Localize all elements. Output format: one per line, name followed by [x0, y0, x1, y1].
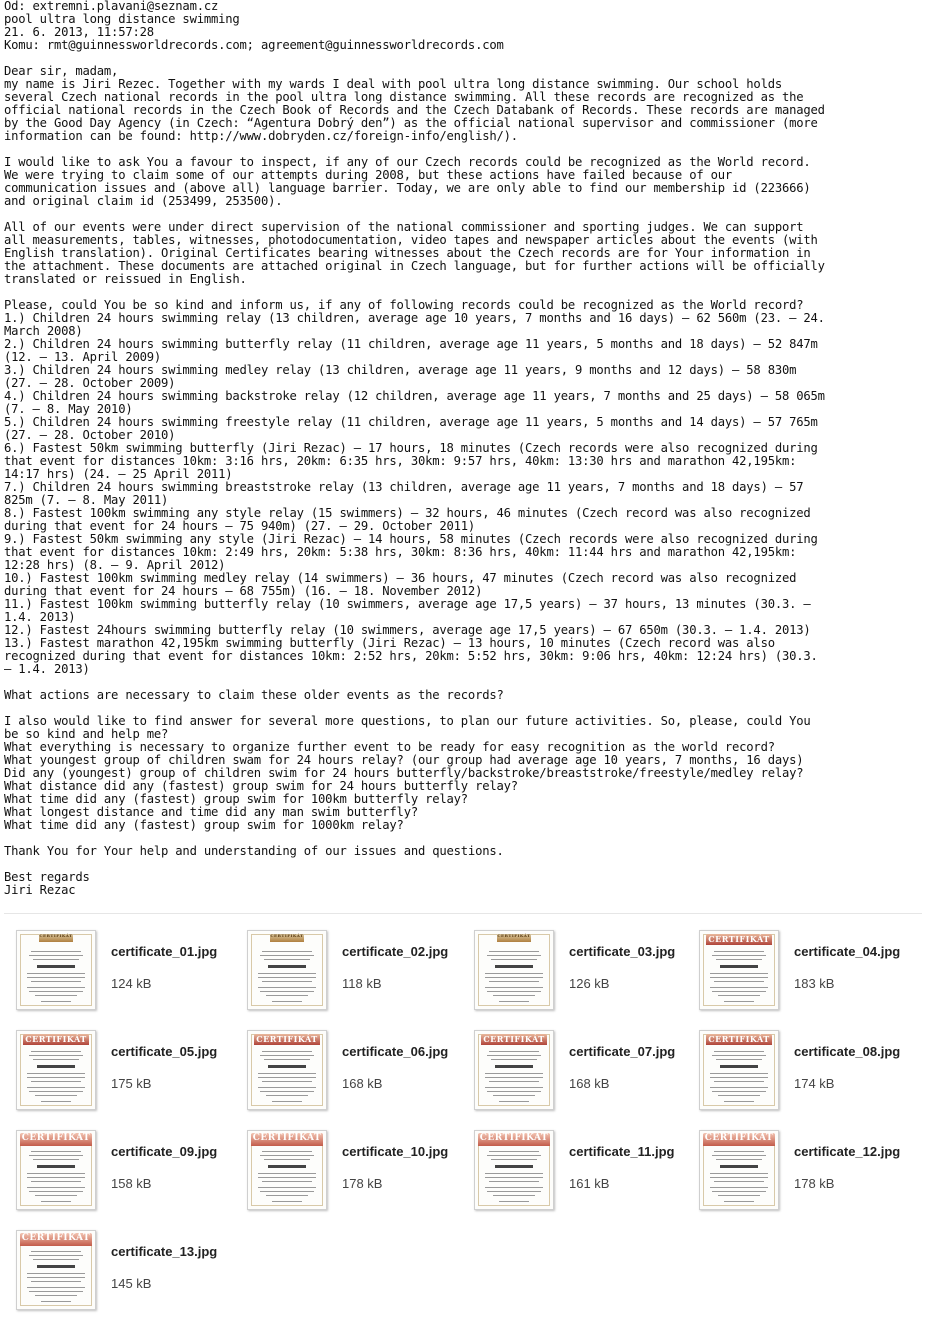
thumbnail-text-line [41, 1301, 71, 1302]
thumbnail-text-line [266, 1095, 308, 1096]
attachment-item[interactable] [247, 930, 462, 1014]
thumbnail-text-line [714, 1181, 764, 1182]
thumbnail-text-line [714, 1081, 764, 1082]
thumbnail-text-line [27, 1087, 85, 1088]
thumbnail-text-line [29, 1291, 83, 1292]
body-line: official national records in the Czech Book of Records and the Czech Databank of Records. These records are managed [4, 103, 825, 117]
certificate-thumbnail[interactable] [247, 1030, 327, 1110]
thumbnail-text-line [491, 959, 537, 960]
thumbnail-recipient-name [37, 965, 75, 968]
attachment-filename[interactable]: certificate_08.jpg [794, 1044, 901, 1059]
body-line: 13.) Fastest marathon 42,195km swimming butterfly (Jiri Rezac) – 13 hours, 10 minutes (Czech record was also [4, 636, 775, 650]
body-line: information can be found: http://www.dobryden.cz/foreign-info/english/). [4, 129, 518, 143]
thumbnail-text-line [31, 1281, 81, 1282]
thumbnail-text-line [41, 1101, 71, 1102]
attachment-item[interactable] [699, 1030, 914, 1114]
thumbnail-text-line [489, 981, 539, 982]
attachment-size: 178 kB [342, 1176, 383, 1191]
thumbnail-recipient-name [268, 965, 306, 968]
attachment-filename[interactable]: certificate_03.jpg [569, 944, 676, 959]
thumbnail-banner-text: CERTIFIKÁT [270, 933, 304, 938]
thumbnail-text-line [27, 977, 85, 978]
email-header [4, 0, 922, 52]
certificate-thumbnail[interactable] [16, 1030, 96, 1110]
body-line: 8.) Fastest 100km swimming any style relay (15 swimmers) – 32 hours, 46 minutes (Czech record was also recognized [4, 506, 811, 520]
thumbnail-text-line [31, 1051, 81, 1052]
thumbnail-recipient-name [37, 1065, 75, 1068]
body-line: Best regards [4, 870, 90, 884]
certificate-thumbnail[interactable] [16, 930, 96, 1010]
thumbnail-text-line [27, 1187, 85, 1188]
thumbnail-text-line [33, 1059, 79, 1060]
certificate-thumbnail[interactable] [247, 930, 327, 1010]
body-line: several Czech national records in the pool ultra long distance swimming. All these records are recognized as the [4, 90, 804, 104]
thumbnail-text-line [485, 1073, 543, 1074]
body-line: the attachment. These documents are attached original in Czech language, but for further actions will be officially [4, 259, 825, 273]
thumbnail-text-line [27, 1173, 85, 1174]
thumbnail-text-line [29, 1055, 83, 1056]
attachment-item[interactable] [699, 930, 914, 1014]
certificate-thumbnail[interactable] [16, 1130, 96, 1210]
thumbnail-text-line [266, 995, 308, 996]
thumbnail-text-line [35, 1295, 77, 1296]
attachment-size: 174 kB [794, 1076, 835, 1091]
attachment-filename[interactable]: certificate_05.jpg [111, 1044, 218, 1059]
thumbnail-text-line [485, 1087, 543, 1088]
thumbnail-text-line [29, 1191, 83, 1192]
thumbnail-text-line [485, 977, 543, 978]
thumbnail-text-line [489, 951, 539, 952]
thumbnail-text-line [716, 959, 762, 960]
body-line: translated or reissued in English. [4, 272, 247, 286]
thumbnail-text-line [260, 1155, 314, 1156]
thumbnail-text-line [499, 1001, 529, 1002]
thumbnail-text-line [41, 1001, 71, 1002]
thumbnail-banner-text: CERTIFIKÁT [252, 1133, 322, 1143]
email-from[interactable]: Od: extremni.plavani@seznam.cz [4, 0, 219, 13]
body-line: What longest distance and time did any man swim butterfly? [4, 805, 418, 819]
body-line: 7.) Children 24 hours swimming breaststroke relay (13 children, average age 11 years, 7 months and 18 days) – 57 [4, 480, 804, 494]
thumbnail-text-line [29, 991, 83, 992]
thumbnail-text-line [710, 1173, 768, 1174]
body-line: What distance did any (fastest) group swim for 24 hours butterfly relay? [4, 779, 518, 793]
attachment-filename[interactable]: certificate_04.jpg [794, 944, 901, 959]
body-line: English translation). Original Certificates bearing witnesses about the Czech records are for Your information in [4, 246, 811, 260]
thumbnail-text-line [487, 1191, 541, 1192]
body-line: Did any (youngest) group of children swim for 24 hours butterfly/backstroke/breaststroke/freestyle/medley relay? [4, 766, 804, 780]
thumbnail-text-line [714, 951, 764, 952]
body-line: my name is Jiri Rezec. Together with my wards I deal with pool ultra long distance swimming. Our school holds [4, 77, 782, 91]
email-subject: pool ultra long distance swimming [4, 12, 240, 26]
body-line: I also would like to find answer for several more questions, to plan our future activities. So, please, could You [4, 714, 811, 728]
thumbnail-text-line [258, 973, 316, 974]
body-line: 3.) Children 24 hours swimming medley relay (13 children, average age 11 years, 9 months and 12 days) – 58 830m [4, 363, 797, 377]
body-line: What time did any (fastest) group swim for 100km butterfly relay? [4, 792, 468, 806]
thumbnail-text-line [260, 1191, 314, 1192]
thumbnail-text-line [31, 1251, 81, 1252]
thumbnail-text-line [489, 1081, 539, 1082]
thumbnail-banner-text: CERTIFIKÁT [708, 934, 770, 944]
thumbnail-text-line [264, 1059, 310, 1060]
thumbnail-text-line [27, 973, 85, 974]
attachment-size: 175 kB [111, 1076, 152, 1091]
thumbnail-text-line [258, 1077, 316, 1078]
attachment-filename[interactable]: certificate_02.jpg [342, 944, 449, 959]
body-line: I would like to ask You a favour to inspect, if any of our Czech records could be recognized as the World record. [4, 155, 811, 169]
thumbnail-text-line [272, 1101, 302, 1102]
thumbnail-recipient-name [495, 965, 533, 968]
thumbnail-banner-text: CERTIFIKÁT [704, 1133, 774, 1143]
body-line: What time did any (fastest) group swim for 1000km relay? [4, 818, 404, 832]
attachment-filename[interactable]: certificate_01.jpg [111, 944, 218, 959]
attachment-size: 178 kB [794, 1176, 835, 1191]
thumbnail-text-line [31, 1151, 81, 1152]
thumbnail-text-line [27, 1287, 85, 1288]
thumbnail-text-line [258, 977, 316, 978]
body-line: Jiri Rezac [4, 883, 76, 897]
body-line: and original claim id (253499, 253500). [4, 194, 283, 208]
thumbnail-text-line [491, 1159, 537, 1160]
attachment-filename[interactable]: certificate_10.jpg [342, 1144, 449, 1159]
thumbnail-text-line [710, 1187, 768, 1188]
certificate-thumbnail[interactable] [699, 930, 779, 1010]
thumbnail-text-line [35, 1195, 77, 1196]
thumbnail-text-line [27, 1277, 85, 1278]
thumbnail-banner-text: CERTIFIKÁT [39, 933, 73, 938]
body-line: (27. – 28. October 2009) [4, 376, 176, 390]
body-line: 5.) Children 24 hours swimming freestyle relay (11 children, average age 11 years, 5 months and 14 days) – 57 765m [4, 415, 818, 429]
thumbnail-text-line [266, 1195, 308, 1196]
thumbnail-text-line [485, 973, 543, 974]
thumbnail-text-line [718, 995, 760, 996]
thumbnail-text-line [716, 1059, 762, 1060]
certificate-thumbnail[interactable] [474, 930, 554, 1010]
thumbnail-text-line [718, 1195, 760, 1196]
body-line: March 2008) [4, 324, 83, 338]
thumbnail-banner-text: CERTIFIKÁT [479, 1133, 549, 1143]
email-body [4, 52, 922, 897]
thumbnail-text-line [31, 951, 81, 952]
attachment-item[interactable] [16, 930, 231, 1014]
thumbnail-text-line [716, 1159, 762, 1160]
attachment-filename[interactable]: certificate_09.jpg [111, 1144, 218, 1159]
thumbnail-recipient-name [268, 1165, 306, 1168]
thumbnail-text-line [262, 1181, 312, 1182]
thumbnail-text-line [485, 987, 543, 988]
thumbnail-text-line [499, 1201, 529, 1202]
body-line: recognized during that event for distances 10km: 2:52 hrs, 20km: 5:52 hrs, 30km: 9:06 hrs, 40km: 12:24 hrs) (30.3. [4, 649, 818, 663]
attachment-item[interactable] [474, 930, 689, 1014]
thumbnail-text-line [710, 987, 768, 988]
thumbnail-text-line [493, 1195, 535, 1196]
email-date: 21. 6. 2013, 11:57:28 [4, 25, 154, 39]
body-line: by the Good Day Agency (in Czech: “Agentura Dobrý den”) as the official national supervisor and commissioner (more [4, 116, 818, 130]
attachment-size: 158 kB [111, 1176, 152, 1191]
thumbnail-banner-text: CERTIFIKÁT [483, 1034, 545, 1044]
thumbnail-text-line [29, 955, 83, 956]
attachment-filename[interactable]: certificate_13.jpg [111, 1244, 218, 1259]
body-line: during that event for 24 hours – 68 755m) (16. – 18. November 2012) [4, 584, 483, 598]
certificate-thumbnail[interactable] [474, 1030, 554, 1110]
body-line: 9.) Fastest 50km swimming any style (Jiri Rezac) – 14 hours, 58 minutes (Czech records were also recognized during [4, 532, 818, 546]
body-line: (7. – 8. May 2010) [4, 402, 133, 416]
body-line: Thank You for Your help and understanding of our issues and questions. [4, 844, 504, 858]
attachment-item[interactable] [16, 1230, 231, 1314]
body-line: 11.) Fastest 100km swimming butterfly relay (10 swimmers, average age 17,5 years) – 37 hours, 13 minutes (30.3. – [4, 597, 811, 611]
attachment-size: 118 kB [342, 976, 382, 991]
body-line: all measurements, tables, witnesses, photodocumentation, video tapes and newspaper articles about the events (with [4, 233, 818, 247]
attachment-size: 161 kB [569, 1176, 610, 1191]
attachment-filename[interactable]: certificate_06.jpg [342, 1044, 449, 1059]
attachment-size: 183 kB [794, 976, 835, 991]
attachment-item[interactable] [247, 1030, 462, 1114]
attachment-item[interactable] [474, 1030, 689, 1114]
certificate-thumbnail[interactable] [247, 1130, 327, 1210]
body-line: communication issues and (above all) language barrier. Today, we are only able to find our membership id (223666) [4, 181, 811, 195]
thumbnail-text-line [35, 995, 77, 996]
thumbnail-text-line [27, 987, 85, 988]
body-line: 1.4. 2013) [4, 610, 76, 624]
body-line: 12.) Fastest 24hours swimming butterfly relay (10 swimmers, average age 17,5 years) – 67 650m (30.3. – 1.4. 2013) [4, 623, 811, 637]
thumbnail-text-line [487, 955, 541, 956]
body-line: 14:17 hrs) (24. – 25 April 2011) [4, 467, 233, 481]
thumbnail-text-line [31, 981, 81, 982]
thumbnail-text-line [272, 1201, 302, 1202]
attachment-size: 168 kB [569, 1076, 610, 1091]
thumbnail-text-line [258, 987, 316, 988]
thumbnail-recipient-name [268, 1065, 306, 1068]
email-message [4, 0, 922, 897]
certificate-thumbnail[interactable] [699, 1030, 779, 1110]
thumbnail-text-line [260, 1091, 314, 1092]
thumbnail-text-line [485, 1187, 543, 1188]
thumbnail-text-line [710, 1073, 768, 1074]
thumbnail-text-line [33, 1159, 79, 1160]
thumbnail-text-line [710, 973, 768, 974]
body-line: (27. – 28. October 2010) [4, 428, 176, 442]
body-line: 1.) Children 24 hours swimming relay (13 children, average age 10 years, 7 months and 16 days) – 62 560m (23. – 24. [4, 311, 825, 325]
thumbnail-text-line [33, 959, 79, 960]
thumbnail-text-line [258, 1177, 316, 1178]
thumbnail-text-line [29, 1255, 83, 1256]
thumbnail-text-line [29, 1155, 83, 1156]
thumbnail-banner-text: CERTIFIKÁT [25, 1034, 87, 1044]
thumbnail-text-line [712, 1155, 766, 1156]
attachment-filename[interactable]: certificate_12.jpg [794, 1144, 901, 1159]
thumbnail-text-line [493, 1095, 535, 1096]
thumbnail-text-line [262, 1081, 312, 1082]
email-to[interactable]: Komu: rmt@guinnessworldrecords.com; agreement@guinnessworldrecords.com [4, 38, 504, 52]
thumbnail-recipient-name [720, 1065, 758, 1068]
thumbnail-text-line [272, 1001, 302, 1002]
thumbnail-text-line [489, 1051, 539, 1052]
body-line: We were trying to claim some of our attempts during 2008, but these actions have failed because of our [4, 168, 733, 182]
thumbnail-text-line [714, 1151, 764, 1152]
thumbnail-banner-text: CERTIFIKÁT [497, 933, 531, 938]
thumbnail-text-line [487, 1155, 541, 1156]
thumbnail-text-line [485, 1177, 543, 1178]
body-line: during that event for 24 hours – 75 940m) (27. – 29. October 2011) [4, 519, 476, 533]
body-line: What youngest group of children swam for 24 hours relay? (our group had average age 10 years, 7 months, 16 days) [4, 753, 804, 767]
body-line: that event for distances 10km: 2:49 hrs, 20km: 5:38 hrs, 30km: 8:36 hrs, 40km: 11:44 hrs and marathon 42,195km: [4, 545, 797, 559]
thumbnail-text-line [31, 1181, 81, 1182]
thumbnail-text-line [27, 1177, 85, 1178]
thumbnail-text-line [262, 1051, 312, 1052]
thumbnail-text-line [485, 1077, 543, 1078]
attachment-item[interactable] [247, 1130, 462, 1214]
thumbnail-text-line [710, 1087, 768, 1088]
thumbnail-text-line [258, 1173, 316, 1174]
blank-line [4, 858, 922, 871]
thumbnail-text-line [262, 981, 312, 982]
thumbnail-banner-text: CERTIFIKÁT [708, 1034, 770, 1044]
thumbnail-text-line [31, 1081, 81, 1082]
thumbnail-text-line [35, 1095, 77, 1096]
body-line: – 1.4. 2013) [4, 662, 90, 676]
thumbnail-text-line [724, 1101, 754, 1102]
thumbnail-text-line [718, 1095, 760, 1096]
attachment-item[interactable] [699, 1130, 914, 1214]
thumbnail-text-line [485, 1173, 543, 1174]
thumbnail-recipient-name [37, 1165, 75, 1168]
thumbnail-text-line [712, 1055, 766, 1056]
body-line: What everything is necessary to organize further event to be ready for easy recognition as the world record? [4, 740, 775, 754]
body-line: 4.) Children 24 hours swimming backstroke relay (12 children, average age 11 years, 7 months and 25 days) – 58 065m [4, 389, 825, 403]
thumbnail-text-line [489, 1151, 539, 1152]
thumbnail-banner-text: CERTIFIKÁT [21, 1133, 91, 1143]
attachment-item[interactable] [474, 1130, 689, 1214]
body-line: Dear sir, madam, [4, 64, 119, 78]
thumbnail-banner-text: CERTIFIKÁT [21, 1233, 91, 1243]
certificate-thumbnail[interactable] [474, 1130, 554, 1210]
thumbnail-text-line [264, 959, 310, 960]
body-line: All of our events were under direct supervision of the national commissioner and sporting judges. We can support [4, 220, 804, 234]
attachment-size: 168 kB [342, 1076, 383, 1091]
thumbnail-text-line [491, 1059, 537, 1060]
thumbnail-text-line [262, 951, 312, 952]
thumbnail-recipient-name [495, 1065, 533, 1068]
thumbnail-text-line [714, 981, 764, 982]
blank-line [4, 52, 922, 65]
attachment-item[interactable] [16, 1030, 231, 1114]
thumbnail-text-line [710, 1177, 768, 1178]
thumbnail-text-line [260, 955, 314, 956]
attachment-filename[interactable]: certificate_07.jpg [569, 1044, 676, 1059]
thumbnail-text-line [27, 1273, 85, 1274]
thumbnail-text-line [712, 955, 766, 956]
thumbnail-text-line [493, 995, 535, 996]
thumbnail-text-line [714, 1051, 764, 1052]
thumbnail-text-line [712, 1191, 766, 1192]
thumbnail-text-line [499, 1101, 529, 1102]
attachment-filename[interactable]: certificate_11.jpg [569, 1144, 675, 1159]
thumbnail-text-line [487, 991, 541, 992]
thumbnail-text-line [262, 1151, 312, 1152]
thumbnail-text-line [710, 1077, 768, 1078]
thumbnail-text-line [724, 1201, 754, 1202]
body-line: 10.) Fastest 100km swimming medley relay (14 swimmers) – 36 hours, 47 minutes (Czech record was also recognized [4, 571, 797, 585]
thumbnail-text-line [710, 977, 768, 978]
attachment-size: 145 kB [111, 1276, 152, 1291]
thumbnail-text-line [487, 1091, 541, 1092]
certificate-thumbnail[interactable] [699, 1130, 779, 1210]
thumbnail-text-line [41, 1201, 71, 1202]
body-line: 12:28 hrs) (8. – 9. April 2012) [4, 558, 226, 572]
thumbnail-banner-text: CERTIFIKÁT [256, 1034, 318, 1044]
attachment-size: 124 kB [111, 976, 152, 991]
body-line: that event for distances 10km: 3:16 hrs, 20km: 6:35 hrs, 30km: 9:57 hrs, 40km: 13:30 hrs and marathon 42,195km: [4, 454, 797, 468]
thumbnail-recipient-name [720, 1165, 758, 1168]
thumbnail-text-line [724, 1001, 754, 1002]
attachment-size: 126 kB [569, 976, 610, 991]
thumbnail-text-line [264, 1159, 310, 1160]
thumbnail-text-line [258, 1073, 316, 1074]
thumbnail-text-line [712, 991, 766, 992]
thumbnail-text-line [29, 1091, 83, 1092]
body-line: 6.) Fastest 50km swimming butterfly (Jiri Rezac) – 17 hours, 18 minutes (Czech records were also recognized during [4, 441, 818, 455]
certificate-thumbnail[interactable] [16, 1230, 96, 1310]
thumbnail-text-line [27, 1077, 85, 1078]
attachments-divider [4, 913, 922, 914]
thumbnail-text-line [258, 1187, 316, 1188]
thumbnail-text-line [487, 1055, 541, 1056]
body-line: Please, could You be so kind and inform us, if any of following records could be recognized as the World record? [4, 298, 804, 312]
thumbnail-text-line [260, 991, 314, 992]
thumbnail-recipient-name [720, 965, 758, 968]
body-line: (12. – 13. April 2009) [4, 350, 162, 364]
thumbnail-recipient-name [37, 1265, 75, 1268]
body-line: What actions are necessary to claim these older events as the records? [4, 688, 504, 702]
thumbnail-recipient-name [495, 1165, 533, 1168]
thumbnail-text-line [27, 1073, 85, 1074]
thumbnail-text-line [258, 1087, 316, 1088]
body-line: 825m (7. – 8. May 2011) [4, 493, 169, 507]
thumbnail-text-line [260, 1055, 314, 1056]
thumbnail-text-line [33, 1259, 79, 1260]
body-line: be so kind and help me? [4, 727, 169, 741]
thumbnail-text-line [712, 1091, 766, 1092]
thumbnail-text-line [489, 1181, 539, 1182]
body-line: 2.) Children 24 hours swimming butterfly relay (11 children, average age 11 years, 5 months and 18 days) – 52 847m [4, 337, 818, 351]
attachment-item[interactable] [16, 1130, 231, 1214]
